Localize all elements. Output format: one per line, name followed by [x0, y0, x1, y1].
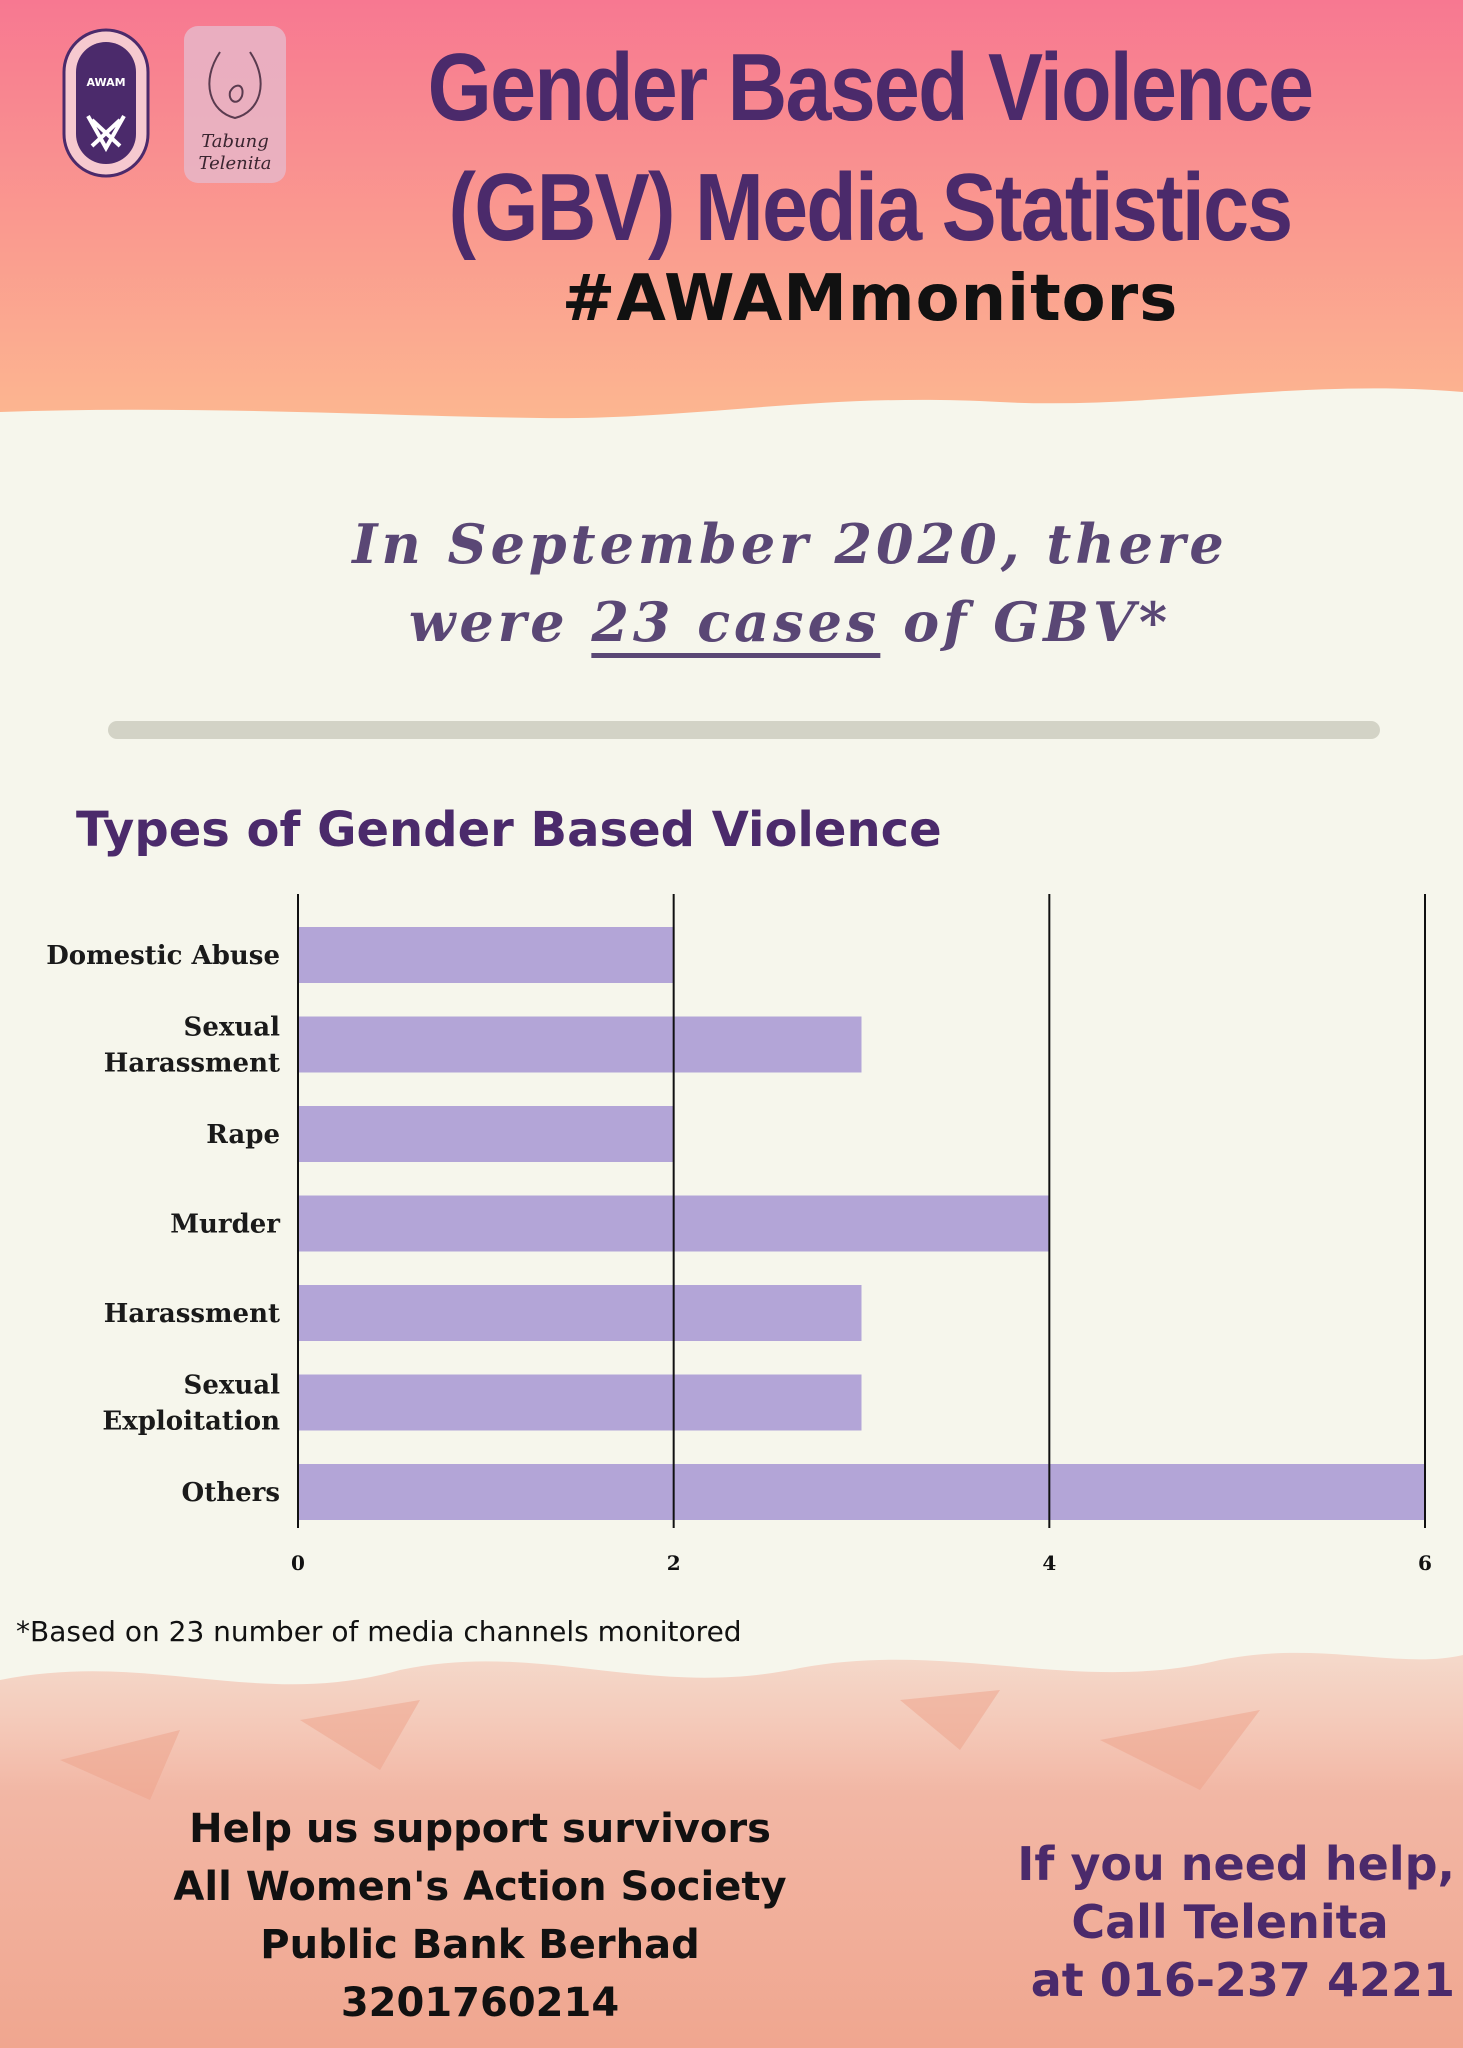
- help-line2: Call Telenita: [1071, 1895, 1389, 1949]
- bar-sexual-harassment: [298, 1017, 862, 1073]
- support-line2: All Women's Action Society: [173, 1864, 787, 1910]
- help-line1: If you need help,: [1017, 1837, 1455, 1891]
- x-tick-label-6: 6: [1418, 1551, 1432, 1575]
- x-tick-label-4: 4: [1042, 1551, 1057, 1575]
- bar-sexual-exploitation: [298, 1375, 862, 1431]
- hashtag: #AWAMmonitors: [561, 262, 1179, 336]
- summary-highlight: 23 cases: [591, 590, 881, 654]
- category-label: Rape: [206, 1120, 280, 1150]
- summary-line1: In September 2020, there: [352, 512, 1228, 576]
- summary-line2-post: of GBV*: [880, 590, 1172, 654]
- page-title-line1: Gender Based Violence: [427, 34, 1313, 141]
- category-label: Sexual: [183, 1012, 280, 1043]
- chart-title: Types of Gender Based Violence: [76, 802, 942, 858]
- tabung-telenita-logo: [180, 22, 290, 187]
- bar-harassment: [298, 1285, 862, 1341]
- help-phone: at 016-237 4221: [1030, 1953, 1455, 2007]
- bar-chart: [0, 880, 1463, 1600]
- awam-logo: [62, 28, 150, 178]
- x-tick-label-2: 2: [666, 1551, 681, 1575]
- tabung-logo-line1: Tabung: [201, 131, 269, 152]
- support-line3: Public Bank Berhad: [260, 1922, 700, 1968]
- category-label: Exploitation: [102, 1406, 280, 1437]
- support-line1: Help us support survivors: [189, 1806, 771, 1852]
- summary-line2: [200, 590, 1380, 654]
- bar-rape: [298, 1106, 674, 1162]
- divider: [108, 721, 1380, 739]
- support-account-number: 3201760214: [340, 1980, 620, 2026]
- summary-line2-pre: were: [408, 590, 592, 654]
- bar-others: [298, 1464, 1425, 1520]
- category-label: Harassment: [103, 1048, 280, 1079]
- page-title-line2: (GBV) Media Statistics: [448, 154, 1292, 261]
- tabung-logo-line2: Telenita: [198, 153, 272, 174]
- bar-domestic-abuse: [298, 927, 674, 983]
- category-label: Sexual: [183, 1370, 280, 1401]
- category-label: Others: [181, 1478, 280, 1508]
- footnote: *Based on 23 number of media channels monitored: [16, 1615, 742, 1648]
- awam-logo-text: AWAM: [86, 76, 126, 89]
- x-tick-label-0: 0: [291, 1551, 305, 1575]
- category-label: Domestic Abuse: [46, 941, 280, 971]
- category-label: Murder: [170, 1209, 280, 1240]
- category-label: Harassment: [103, 1299, 280, 1329]
